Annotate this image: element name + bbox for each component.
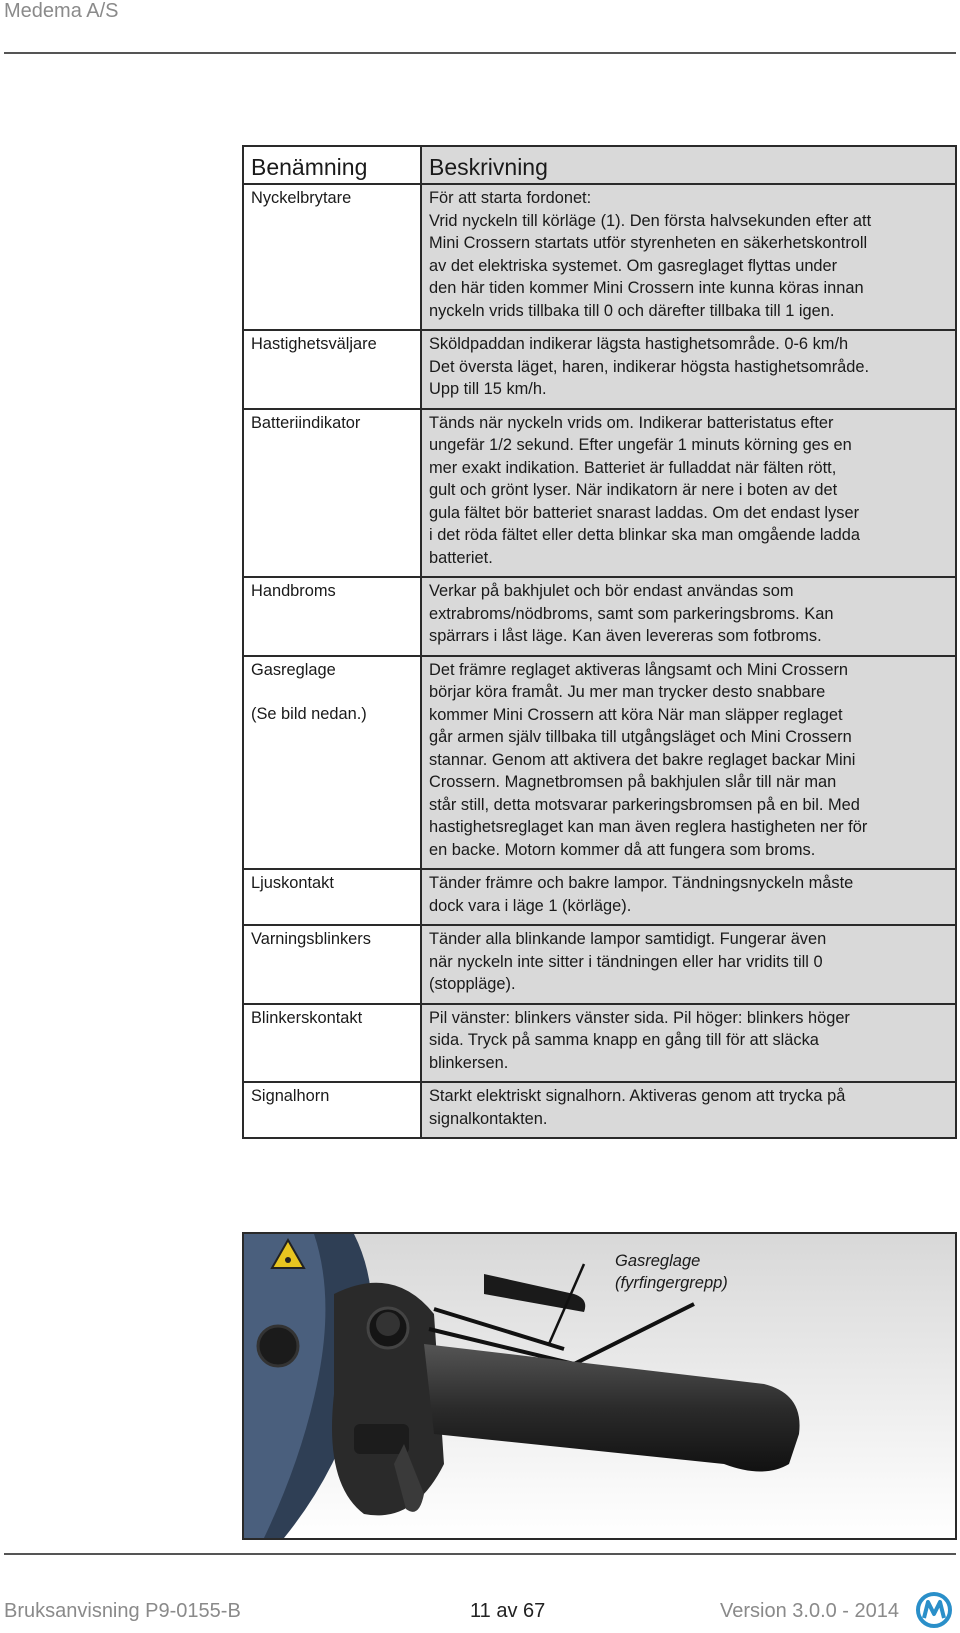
description-line: mer exakt indikation. Batteriet är fulladdat när fälten rött, [429,458,837,477]
table-body [243,184,956,1138]
component-description-cell [421,184,956,330]
description-line: börjar köra framåt. Ju mer man trycker desto snabbare [429,683,826,701]
description-line: den här tiden kommer Mini Crossern inte kunna köras innan [429,279,864,297]
header-divider [4,52,956,54]
description-line: av det elektriska systemet. Om gasreglaget flyttas under [429,256,838,275]
description-line: hastighetsreglaget kan man även reglera hastigheten ner för [429,818,868,836]
component-name: Signalhorn [251,1087,330,1105]
description-line: en backe. Motorn kommer då att fungera som broms. [429,840,816,859]
component-name-cell [243,1004,421,1083]
component-name-cell [243,577,421,656]
table-row [243,577,956,656]
component-name-cell [243,409,421,578]
page-header-company: Medema A/S [4,0,119,22]
description-line: går armen själv tillbaka till utgångsläget och Mini Crossern [429,728,852,746]
component-name-cell [243,925,421,1004]
table-row [243,656,956,870]
table-row [243,925,956,1004]
description-line: Pil vänster: blinkers vänster sida. Pil höger: blinkers höger [429,1008,850,1027]
component-description-cell [421,869,956,925]
description-line: För att starta fordonet: [429,189,592,207]
description-line: (stoppläge). [429,975,516,993]
component-description-cell [421,656,956,870]
footer-document-title: Bruksanvisning P9-0155-B [4,1600,241,1622]
column-header-description: Beskrivning [421,146,956,184]
table-row [243,409,956,578]
description-line: stannar. Genom att aktivera det bakre reglaget backar Mini [429,750,856,769]
component-name-cell [243,184,421,330]
component-description-cell [421,925,956,1004]
footer-divider [4,1553,956,1555]
description-line: dock vara i läge 1 (körläge). [429,896,632,915]
description-line: Vrid nyckeln till körläge (1). Den första halvsekunden efter att [429,211,872,230]
description-line: signalkontakten. [429,1109,548,1128]
footer-version: Version 3.0.0 - 2014 [720,1600,900,1622]
description-line: extrabroms/nödbroms, samt som parkeringsbroms. Kan [429,604,834,623]
component-description-cell [421,577,956,656]
description-line: i det röda fältet eller detta blinkar ska man omgående ladda [429,526,860,544]
description-line: spärrars i låst läge. Kan även levereras som fotbroms. [429,627,822,645]
description-line: Upp till 15 km/h. [429,380,547,398]
column-header-name: Benämning [243,146,421,184]
console-button [258,1326,298,1366]
caption-subtitle: (fyrfingergrepp) [615,1274,728,1292]
component-name: Varningsblinkers [251,930,371,948]
description-line: Crossern. Magnetbromsen på bakhjulen slår till när man [429,773,837,791]
description-line: Verkar på bakhjulet och bör endast användas som [429,582,794,600]
throttle-photo [242,1232,957,1540]
component-name-cell [243,869,421,925]
footer-page-number: 11 av 67 [470,1600,546,1622]
description-line: Det främre reglaget aktiveras långsamt och Mini Crossern [429,660,849,679]
description-line: batteriet. [429,548,493,567]
description-line: kommer Mini Crossern att köra När man släpper reglaget [429,705,843,724]
component-name-note: (Se bild nedan.) [251,705,367,723]
description-line: står still, detta motsvarar parkeringsbromsen på en bil. Med [429,795,860,814]
component-name: Gasreglage [251,660,336,679]
component-name: Handbroms [251,582,336,600]
table-row [243,1082,956,1138]
component-name: Hastighetsväljare [251,335,377,353]
component-description-cell [421,409,956,578]
description-line: Tänds när nyckeln vrids om. Indikerar batteristatus efter [429,413,834,432]
description-line: sida. Tryck på samma knapp en gång till för att släcka [429,1031,819,1049]
description-line: Sköldpaddan indikerar lägsta hastighetsområde. 0-6 km/h [429,335,849,353]
description-line: när nyckeln inte sitter i tändningen eller har vridits till 0 [429,952,823,971]
description-table [242,145,957,1139]
component-description-cell [421,330,956,409]
table-row [243,869,956,925]
component-name-cell [243,656,421,870]
description-line: gula fältet bör batteriet snarast laddas. Om det endast lyser [429,503,860,522]
description-line: blinkersen. [429,1053,509,1072]
caption-title: Gasreglage [615,1252,701,1270]
medema-logo-icon [914,1592,954,1628]
photo-caption [615,1250,728,1294]
description-line: nyckeln vrids tillbaka till 0 och därefter tillbaka till 1 igen. [429,301,835,320]
table-row [243,184,956,330]
component-name: Batteriindikator [251,413,361,432]
throttle-illustration [244,1234,955,1538]
component-name: Nyckelbrytare [251,189,352,207]
description-line: ungefär 1/2 sekund. Efter ungefär 1 minuts körning ges en [429,436,852,454]
component-name-cell [243,1082,421,1138]
description-line: Tänder alla blinkande lampor samtidigt. Fungerar även [429,930,827,948]
description-line: Det översta läget, haren, indikerar högsta hastighetsområde. [429,357,870,376]
table-row [243,330,956,409]
component-description-cell [421,1004,956,1083]
description-line: Mini Crossern startats utför styrenheten en säkerhetskontroll [429,234,868,252]
component-description-cell [421,1082,956,1138]
description-line: Tänder främre och bakre lampor. Tändningsnyckeln måste [429,874,854,892]
table-row [243,1004,956,1083]
component-name: Ljuskontakt [251,874,334,892]
table-header-row [243,146,956,184]
description-line: gult och grönt lyser. När indikatorn är nere i boten av det [429,481,838,499]
component-name-cell [243,330,421,409]
component-name: Blinkerskontakt [251,1008,363,1027]
description-line: Starkt elektriskt signalhorn. Aktiveras genom att trycka på [429,1087,846,1105]
